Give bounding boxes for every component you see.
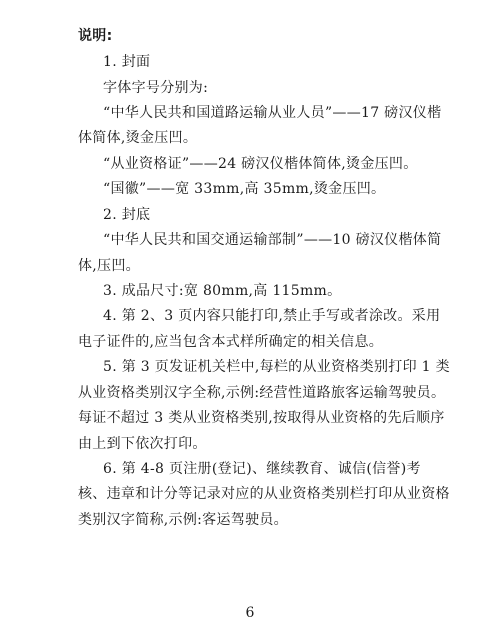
item-1-emblem: “国徽”——宽 33mm,高 35mm,烫金压凹。 <box>103 181 386 197</box>
item-1-font-intro: 字体字号分别为: <box>103 80 209 96</box>
item-1-cert-title: “从业资格证”——24 磅汉仪楷体简体,烫金压凹。 <box>103 156 418 172</box>
item-1-cover-title-line2: 体简体,烫金压凹。 <box>78 130 198 146</box>
item-1-cover-title-line1: “中华人民共和国道路运输从业人员”——17 磅汉仪楷 <box>103 105 442 121</box>
item-5-line1: 5. 第 3 页发证机关栏中,每栏的从业资格类别打印 1 类 <box>103 359 450 375</box>
item-5-line2: 从业资格类别汉字全称,示例:经营性道路旅客运输驾驶员。 <box>78 385 446 401</box>
page-number: 6 <box>245 605 255 621</box>
item-6-line3: 类别汉字简称,示例:客运驾驶员。 <box>78 512 288 528</box>
item-5-line3: 每证不超过 3 类从业资格类别,按取得从业资格的先后顺序 <box>78 410 445 426</box>
section-title: 说明: <box>78 28 113 44</box>
item-4-line1: 4. 第 2、3 页内容只能打印,禁止手写或者涂改。采用 <box>103 308 441 324</box>
item-1-heading: 1. 封面 <box>103 54 151 70</box>
item-2-heading: 2. 封底 <box>103 207 151 223</box>
item-6-line2: 核、违章和计分等记录对应的从业资格类别栏打印从业资格 <box>78 486 450 502</box>
item-4-line2: 电子证件的,应当包含本式样所确定的相关信息。 <box>78 334 384 350</box>
item-6-line1: 6. 第 4-8 页注册(登记)、继续教育、诚信(信誉)考 <box>103 461 421 477</box>
item-5-line4: 由上到下依次打印。 <box>78 436 207 452</box>
item-3-size: 3. 成品尺寸:宽 80mm,高 115mm。 <box>103 283 342 299</box>
item-2-back-line2: 体,压凹。 <box>78 258 140 274</box>
item-2-back-line1: “中华人民共和国交通运输部制”——10 磅汉仪楷体简 <box>103 232 442 248</box>
